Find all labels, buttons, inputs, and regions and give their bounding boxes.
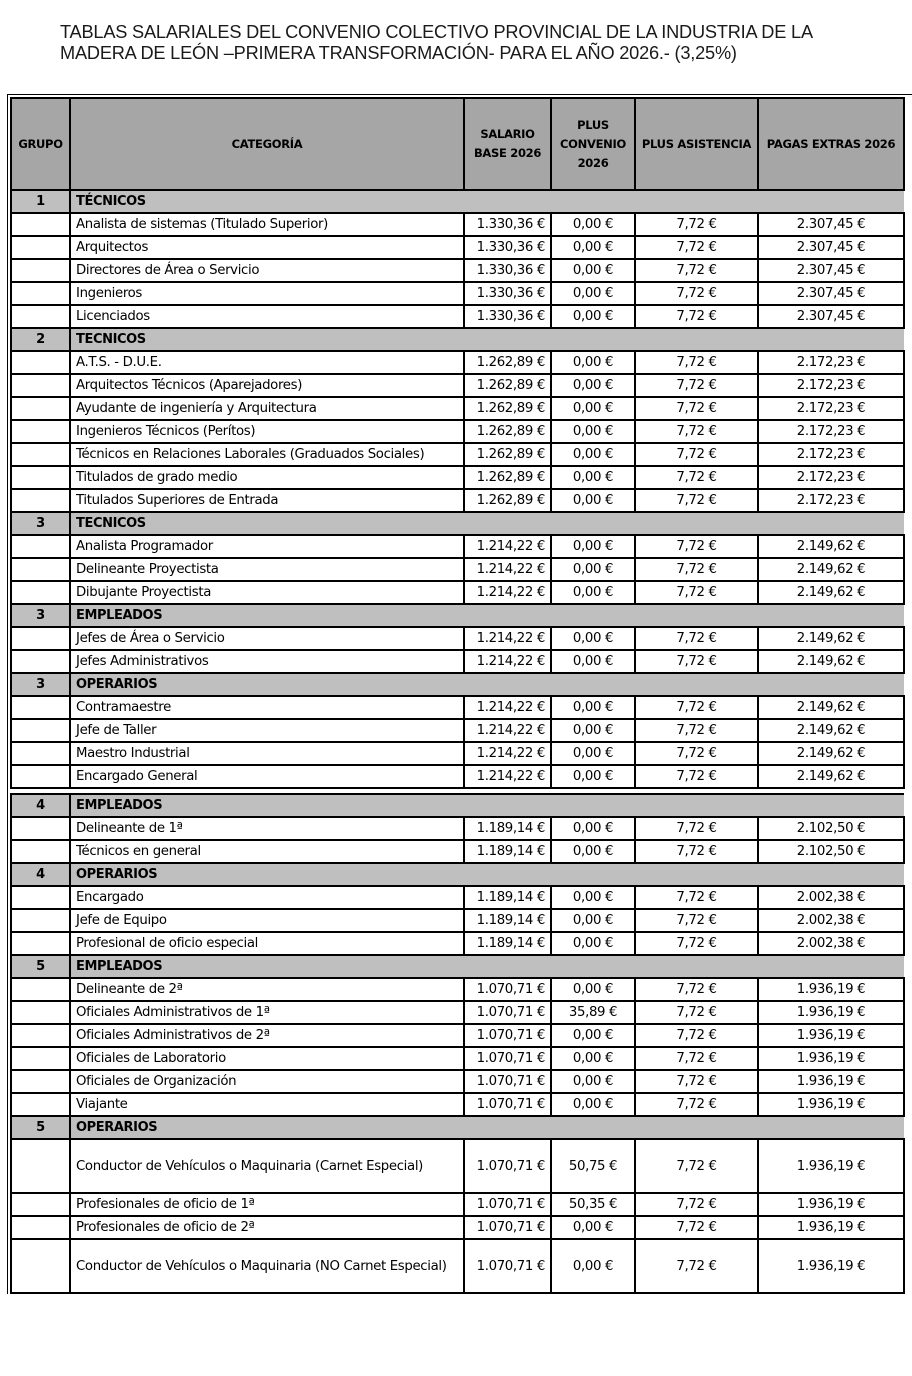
pagas-extras-cell: 2.002,38 € [758, 909, 904, 932]
pagas-extras-cell: 2.172,23 € [758, 489, 904, 512]
plus-convenio-cell: 50,75 € [551, 1139, 635, 1193]
salario-base-cell: 1.070,71 € [464, 1093, 551, 1116]
salario-base-cell: 1.070,71 € [464, 1216, 551, 1239]
categoria-cell: Jefe de Equipo [70, 909, 464, 932]
table-row [11, 1093, 904, 1116]
categoria-cell: Oficiales de Organización [70, 1070, 464, 1093]
plus-asistencia-cell: 7,72 € [635, 840, 758, 863]
grupo-cell [11, 840, 70, 863]
group-label: TECNICOS [70, 512, 904, 535]
table-row [11, 742, 904, 765]
pagas-extras-cell: 2.149,62 € [758, 719, 904, 742]
plus-asistencia-cell: 7,72 € [635, 259, 758, 282]
pagas-extras-cell: 1.936,19 € [758, 1239, 904, 1293]
table-row [11, 817, 904, 840]
plus-convenio-cell: 0,00 € [551, 650, 635, 673]
plus-convenio-cell: 0,00 € [551, 742, 635, 765]
group-label: OPERARIOS [70, 673, 904, 696]
plus-asistencia-cell: 7,72 € [635, 581, 758, 604]
plus-asistencia-cell: 7,72 € [635, 282, 758, 305]
plus-asistencia-cell: 7,72 € [635, 1093, 758, 1116]
plus-convenio-cell: 0,00 € [551, 696, 635, 719]
salario-base-cell: 1.262,89 € [464, 397, 551, 420]
categoria-cell: Jefes de Área o Servicio [70, 627, 464, 650]
plus-convenio-cell: 0,00 € [551, 489, 635, 512]
plus-asistencia-cell: 7,72 € [635, 765, 758, 788]
salario-base-cell: 1.214,22 € [464, 719, 551, 742]
pagas-extras-cell: 2.149,62 € [758, 581, 904, 604]
plus-asistencia-cell: 7,72 € [635, 1193, 758, 1216]
grupo-cell [11, 213, 70, 236]
table-row [11, 420, 904, 443]
group-header-row [11, 328, 904, 351]
pagas-extras-cell: 2.149,62 € [758, 696, 904, 719]
salario-base-cell: 1.330,36 € [464, 259, 551, 282]
pagas-extras-cell: 1.936,19 € [758, 1047, 904, 1070]
plus-asistencia-cell: 7,72 € [635, 817, 758, 840]
plus-convenio-cell: 0,00 € [551, 909, 635, 932]
pagas-extras-cell: 1.936,19 € [758, 1139, 904, 1193]
table-row [11, 305, 904, 328]
plus-asistencia-cell: 7,72 € [635, 909, 758, 932]
header-salario-base [464, 98, 551, 190]
salario-base-cell: 1.214,22 € [464, 535, 551, 558]
group-header-row [11, 955, 904, 978]
salario-base-cell: 1.189,14 € [464, 817, 551, 840]
pagas-extras-cell: 1.936,19 € [758, 978, 904, 1001]
categoria-cell: Técnicos en general [70, 840, 464, 863]
grupo-cell [11, 742, 70, 765]
plus-convenio-cell: 0,00 € [551, 1216, 635, 1239]
plus-asistencia-cell: 7,72 € [635, 236, 758, 259]
categoria-cell: Ingenieros Técnicos (Perítos) [70, 420, 464, 443]
group-number: 3 [11, 512, 70, 535]
pagas-extras-cell: 2.002,38 € [758, 932, 904, 955]
plus-asistencia-cell: 7,72 € [635, 696, 758, 719]
header-plus-convenio-line1: PLUS [577, 117, 609, 132]
header-grupo: GRUPO [11, 98, 70, 190]
header-salario-base-line1: SALARIO [480, 127, 535, 141]
pagas-extras-cell: 1.936,19 € [758, 1024, 904, 1047]
pagas-extras-cell: 2.172,23 € [758, 466, 904, 489]
categoria-cell: Titulados de grado medio [70, 466, 464, 489]
plus-asistencia-cell: 7,72 € [635, 742, 758, 765]
table-row [11, 213, 904, 236]
header-salario-base-line2: BASE 2026 [473, 146, 542, 160]
table-row [11, 1139, 904, 1193]
plus-convenio-cell: 0,00 € [551, 840, 635, 863]
table-row [11, 696, 904, 719]
header-pagas-extras: PAGAS EXTRAS 2026 [758, 98, 904, 190]
categoria-cell: Contramaestre [70, 696, 464, 719]
table-row [11, 909, 904, 932]
grupo-cell [11, 1024, 70, 1047]
categoria-cell: Ayudante de ingeniería y Arquitectura [70, 397, 464, 420]
pagas-extras-cell: 2.149,62 € [758, 742, 904, 765]
table-header-row [11, 98, 904, 190]
plus-asistencia-cell: 7,72 € [635, 420, 758, 443]
plus-asistencia-cell: 7,72 € [635, 213, 758, 236]
table-row [11, 1216, 904, 1239]
grupo-cell [11, 466, 70, 489]
plus-convenio-cell: 0,00 € [551, 420, 635, 443]
grupo-cell [11, 489, 70, 512]
plus-asistencia-cell: 7,72 € [635, 466, 758, 489]
salario-base-cell: 1.262,89 € [464, 443, 551, 466]
salario-base-cell: 1.214,22 € [464, 742, 551, 765]
header-categoria: CATEGORÍA [70, 98, 464, 190]
group-label: EMPLEADOS [70, 955, 904, 978]
plus-convenio-cell: 0,00 € [551, 443, 635, 466]
categoria-cell: Analista de sistemas (Titulado Superior) [70, 213, 464, 236]
grupo-cell [11, 259, 70, 282]
table-row [11, 535, 904, 558]
pagas-extras-cell: 2.172,23 € [758, 374, 904, 397]
salario-base-cell: 1.070,71 € [464, 1001, 551, 1024]
plus-asistencia-cell: 7,72 € [635, 1239, 758, 1293]
salario-base-cell: 1.189,14 € [464, 909, 551, 932]
salario-base-cell: 1.189,14 € [464, 886, 551, 909]
categoria-cell: Titulados Superiores de Entrada [70, 489, 464, 512]
plus-convenio-cell: 0,00 € [551, 236, 635, 259]
categoria-cell: Profesionales de oficio de 1ª [70, 1193, 464, 1216]
document-title [60, 22, 900, 64]
plus-asistencia-cell: 7,72 € [635, 1139, 758, 1193]
categoria-cell: Delineante Proyectista [70, 558, 464, 581]
grupo-cell [11, 719, 70, 742]
table-row [11, 1024, 904, 1047]
plus-asistencia-cell: 7,72 € [635, 627, 758, 650]
categoria-cell: Directores de Área o Servicio [70, 259, 464, 282]
plus-asistencia-cell: 7,72 € [635, 1001, 758, 1024]
grupo-cell [11, 236, 70, 259]
categoria-cell: Jefes Administrativos [70, 650, 464, 673]
grupo-cell [11, 1216, 70, 1239]
title-line-2: MADERA DE LEÓN –PRIMERA TRANSFORMACIÓN- PARA EL AÑO 2026.- (3,25%) [60, 43, 737, 63]
group-header-row [11, 604, 904, 627]
categoria-cell: Analista Programador [70, 535, 464, 558]
salario-base-cell: 1.070,71 € [464, 1070, 551, 1093]
header-plus-asistencia: PLUS ASISTENCIA [635, 98, 758, 190]
plus-convenio-cell: 0,00 € [551, 1093, 635, 1116]
pagas-extras-cell: 2.149,62 € [758, 558, 904, 581]
table-row [11, 374, 904, 397]
categoria-cell: Viajante [70, 1093, 464, 1116]
title-line-1: TABLAS SALARIALES DEL CONVENIO COLECTIVO PROVINCIAL DE LA INDUSTRIA DE LA [60, 22, 813, 42]
categoria-cell: Oficiales Administrativos de 1ª [70, 1001, 464, 1024]
plus-convenio-cell: 0,00 € [551, 305, 635, 328]
salario-base-cell: 1.189,14 € [464, 840, 551, 863]
grupo-cell [11, 909, 70, 932]
salario-base-cell: 1.214,22 € [464, 581, 551, 604]
plus-convenio-cell: 0,00 € [551, 213, 635, 236]
plus-asistencia-cell: 7,72 € [635, 932, 758, 955]
group-label: EMPLEADOS [70, 794, 904, 817]
group-number: 1 [11, 190, 70, 213]
group-label: OPERARIOS [70, 1116, 904, 1139]
group-number: 3 [11, 604, 70, 627]
grupo-cell [11, 1239, 70, 1293]
plus-asistencia-cell: 7,72 € [635, 305, 758, 328]
plus-convenio-cell: 0,00 € [551, 627, 635, 650]
salario-base-cell: 1.070,71 € [464, 1239, 551, 1293]
table-row [11, 1047, 904, 1070]
plus-asistencia-cell: 7,72 € [635, 650, 758, 673]
header-plus-convenio-line3: 2026 [577, 155, 609, 170]
table-row [11, 886, 904, 909]
salario-base-cell: 1.262,89 € [464, 351, 551, 374]
plus-asistencia-cell: 7,72 € [635, 397, 758, 420]
plus-convenio-cell: 0,00 € [551, 1239, 635, 1293]
salario-base-cell: 1.070,71 € [464, 1193, 551, 1216]
categoria-cell: Conductor de Vehículos o Maquinaria (Carnet Especial) [70, 1139, 464, 1193]
salario-base-cell: 1.214,22 € [464, 627, 551, 650]
pagas-extras-cell: 2.149,62 € [758, 535, 904, 558]
pagas-extras-cell: 2.307,45 € [758, 213, 904, 236]
plus-asistencia-cell: 7,72 € [635, 443, 758, 466]
plus-asistencia-cell: 7,72 € [635, 558, 758, 581]
salario-base-cell: 1.330,36 € [464, 282, 551, 305]
categoria-cell: Ingenieros [70, 282, 464, 305]
group-number: 5 [11, 1116, 70, 1139]
plus-convenio-cell: 0,00 € [551, 351, 635, 374]
plus-convenio-cell: 0,00 € [551, 719, 635, 742]
pagas-extras-cell: 2.172,23 € [758, 351, 904, 374]
categoria-cell: Licenciados [70, 305, 464, 328]
grupo-cell [11, 627, 70, 650]
categoria-cell: Dibujante Proyectista [70, 581, 464, 604]
header-plus-convenio-line2: CONVENIO [560, 136, 626, 151]
table-row [11, 650, 904, 673]
categoria-cell: Conductor de Vehículos o Maquinaria (NO Carnet Especial) [70, 1239, 464, 1293]
categoria-cell: Delineante de 1ª [70, 817, 464, 840]
table-body [11, 190, 904, 1293]
categoria-cell: Arquitectos Técnicos (Aparejadores) [70, 374, 464, 397]
table-row [11, 840, 904, 863]
table-row [11, 489, 904, 512]
salario-base-cell: 1.262,89 € [464, 420, 551, 443]
table-row [11, 1239, 904, 1293]
plus-convenio-cell: 0,00 € [551, 466, 635, 489]
salario-base-cell: 1.070,71 € [464, 1139, 551, 1193]
grupo-cell [11, 397, 70, 420]
grupo-cell [11, 650, 70, 673]
grupo-cell [11, 1093, 70, 1116]
group-number: 4 [11, 794, 70, 817]
salario-base-cell: 1.214,22 € [464, 696, 551, 719]
table-row [11, 978, 904, 1001]
plus-convenio-cell: 0,00 € [551, 765, 635, 788]
pagas-extras-cell: 2.307,45 € [758, 236, 904, 259]
pagas-extras-cell: 2.307,45 € [758, 259, 904, 282]
pagas-extras-cell: 1.936,19 € [758, 1070, 904, 1093]
grupo-cell [11, 282, 70, 305]
categoria-cell: Oficiales Administrativos de 2ª [70, 1024, 464, 1047]
pagas-extras-cell: 1.936,19 € [758, 1093, 904, 1116]
plus-convenio-cell: 0,00 € [551, 978, 635, 1001]
pagas-extras-cell: 2.172,23 € [758, 420, 904, 443]
salary-table [10, 97, 905, 1294]
salario-base-cell: 1.214,22 € [464, 558, 551, 581]
group-header-row [11, 863, 904, 886]
salario-base-cell: 1.262,89 € [464, 489, 551, 512]
salario-base-cell: 1.330,36 € [464, 305, 551, 328]
plus-convenio-cell: 35,89 € [551, 1001, 635, 1024]
plus-convenio-cell: 0,00 € [551, 581, 635, 604]
table-row [11, 719, 904, 742]
plus-convenio-cell: 0,00 € [551, 374, 635, 397]
plus-convenio-cell: 0,00 € [551, 886, 635, 909]
grupo-cell [11, 765, 70, 788]
table-row [11, 397, 904, 420]
categoria-cell: Jefe de Taller [70, 719, 464, 742]
plus-asistencia-cell: 7,72 € [635, 374, 758, 397]
pagas-extras-cell: 2.002,38 € [758, 886, 904, 909]
pagas-extras-cell: 2.149,62 € [758, 627, 904, 650]
pagas-extras-cell: 2.307,45 € [758, 282, 904, 305]
table-row [11, 259, 904, 282]
grupo-cell [11, 581, 70, 604]
table-row [11, 581, 904, 604]
pagas-extras-cell: 1.936,19 € [758, 1193, 904, 1216]
table-row [11, 932, 904, 955]
grupo-cell [11, 558, 70, 581]
grupo-cell [11, 886, 70, 909]
plus-convenio-cell: 0,00 € [551, 1070, 635, 1093]
plus-convenio-cell: 0,00 € [551, 558, 635, 581]
salario-base-cell: 1.330,36 € [464, 236, 551, 259]
categoria-cell: Oficiales de Laboratorio [70, 1047, 464, 1070]
plus-convenio-cell: 0,00 € [551, 282, 635, 305]
salario-base-cell: 1.070,71 € [464, 1047, 551, 1070]
grupo-cell [11, 817, 70, 840]
grupo-cell [11, 932, 70, 955]
categoria-cell: Delineante de 2ª [70, 978, 464, 1001]
header-plus-convenio [551, 98, 635, 190]
grupo-cell [11, 696, 70, 719]
grupo-cell [11, 535, 70, 558]
categoria-cell: Maestro Industrial [70, 742, 464, 765]
pagas-extras-cell: 2.102,50 € [758, 840, 904, 863]
group-header-row [11, 1116, 904, 1139]
plus-convenio-cell: 0,00 € [551, 1047, 635, 1070]
categoria-cell: Técnicos en Relaciones Laborales (Graduados Sociales) [70, 443, 464, 466]
table-row [11, 1070, 904, 1093]
salario-base-cell: 1.214,22 € [464, 650, 551, 673]
table-row [11, 351, 904, 374]
group-number: 5 [11, 955, 70, 978]
plus-convenio-cell: 0,00 € [551, 817, 635, 840]
pagas-extras-cell: 1.936,19 € [758, 1001, 904, 1024]
grupo-cell [11, 374, 70, 397]
table-row [11, 627, 904, 650]
pagas-extras-cell: 2.172,23 € [758, 443, 904, 466]
grupo-cell [11, 1001, 70, 1024]
salario-base-cell: 1.070,71 € [464, 1024, 551, 1047]
group-header-row [11, 190, 904, 213]
table-row [11, 466, 904, 489]
table-row [11, 443, 904, 466]
table-row [11, 765, 904, 788]
table-row [11, 282, 904, 305]
plus-asistencia-cell: 7,72 € [635, 719, 758, 742]
plus-convenio-cell: 0,00 € [551, 535, 635, 558]
group-number: 3 [11, 673, 70, 696]
grupo-cell [11, 1139, 70, 1193]
salario-base-cell: 1.189,14 € [464, 932, 551, 955]
table-row [11, 1193, 904, 1216]
plus-asistencia-cell: 7,72 € [635, 1024, 758, 1047]
categoria-cell: Encargado General [70, 765, 464, 788]
plus-asistencia-cell: 7,72 € [635, 1216, 758, 1239]
salario-base-cell: 1.330,36 € [464, 213, 551, 236]
plus-asistencia-cell: 7,72 € [635, 351, 758, 374]
categoria-cell: Profesionales de oficio de 2ª [70, 1216, 464, 1239]
categoria-cell: A.T.S. - D.U.E. [70, 351, 464, 374]
plus-asistencia-cell: 7,72 € [635, 1070, 758, 1093]
plus-asistencia-cell: 7,72 € [635, 535, 758, 558]
group-label: TECNICOS [70, 328, 904, 351]
group-header-row [11, 673, 904, 696]
pagas-extras-cell: 1.936,19 € [758, 1216, 904, 1239]
grupo-cell [11, 351, 70, 374]
grupo-cell [11, 443, 70, 466]
plus-convenio-cell: 0,00 € [551, 1024, 635, 1047]
categoria-cell: Profesional de oficio especial [70, 932, 464, 955]
grupo-cell [11, 1047, 70, 1070]
table-row [11, 558, 904, 581]
categoria-cell: Arquitectos [70, 236, 464, 259]
pagas-extras-cell: 2.102,50 € [758, 817, 904, 840]
pagas-extras-cell: 2.149,62 € [758, 650, 904, 673]
group-number: 2 [11, 328, 70, 351]
plus-asistencia-cell: 7,72 € [635, 489, 758, 512]
grupo-cell [11, 978, 70, 1001]
plus-convenio-cell: 0,00 € [551, 397, 635, 420]
plus-asistencia-cell: 7,72 € [635, 978, 758, 1001]
plus-convenio-cell: 50,35 € [551, 1193, 635, 1216]
plus-asistencia-cell: 7,72 € [635, 886, 758, 909]
group-label: TÉCNICOS [70, 190, 904, 213]
salario-base-cell: 1.070,71 € [464, 978, 551, 1001]
plus-asistencia-cell: 7,72 € [635, 1047, 758, 1070]
salario-base-cell: 1.214,22 € [464, 765, 551, 788]
plus-convenio-cell: 0,00 € [551, 932, 635, 955]
group-number: 4 [11, 863, 70, 886]
grupo-cell [11, 305, 70, 328]
table-row [11, 236, 904, 259]
pagas-extras-cell: 2.172,23 € [758, 397, 904, 420]
grupo-cell [11, 1193, 70, 1216]
plus-convenio-cell: 0,00 € [551, 259, 635, 282]
group-header-row [11, 794, 904, 817]
salario-base-cell: 1.262,89 € [464, 374, 551, 397]
group-label: EMPLEADOS [70, 604, 904, 627]
pagas-extras-cell: 2.149,62 € [758, 765, 904, 788]
group-label: OPERARIOS [70, 863, 904, 886]
salario-base-cell: 1.262,89 € [464, 466, 551, 489]
grupo-cell [11, 420, 70, 443]
salary-table-frame [7, 94, 912, 1294]
categoria-cell: Encargado [70, 886, 464, 909]
group-header-row [11, 512, 904, 535]
grupo-cell [11, 1070, 70, 1093]
table-row [11, 1001, 904, 1024]
pagas-extras-cell: 2.307,45 € [758, 305, 904, 328]
